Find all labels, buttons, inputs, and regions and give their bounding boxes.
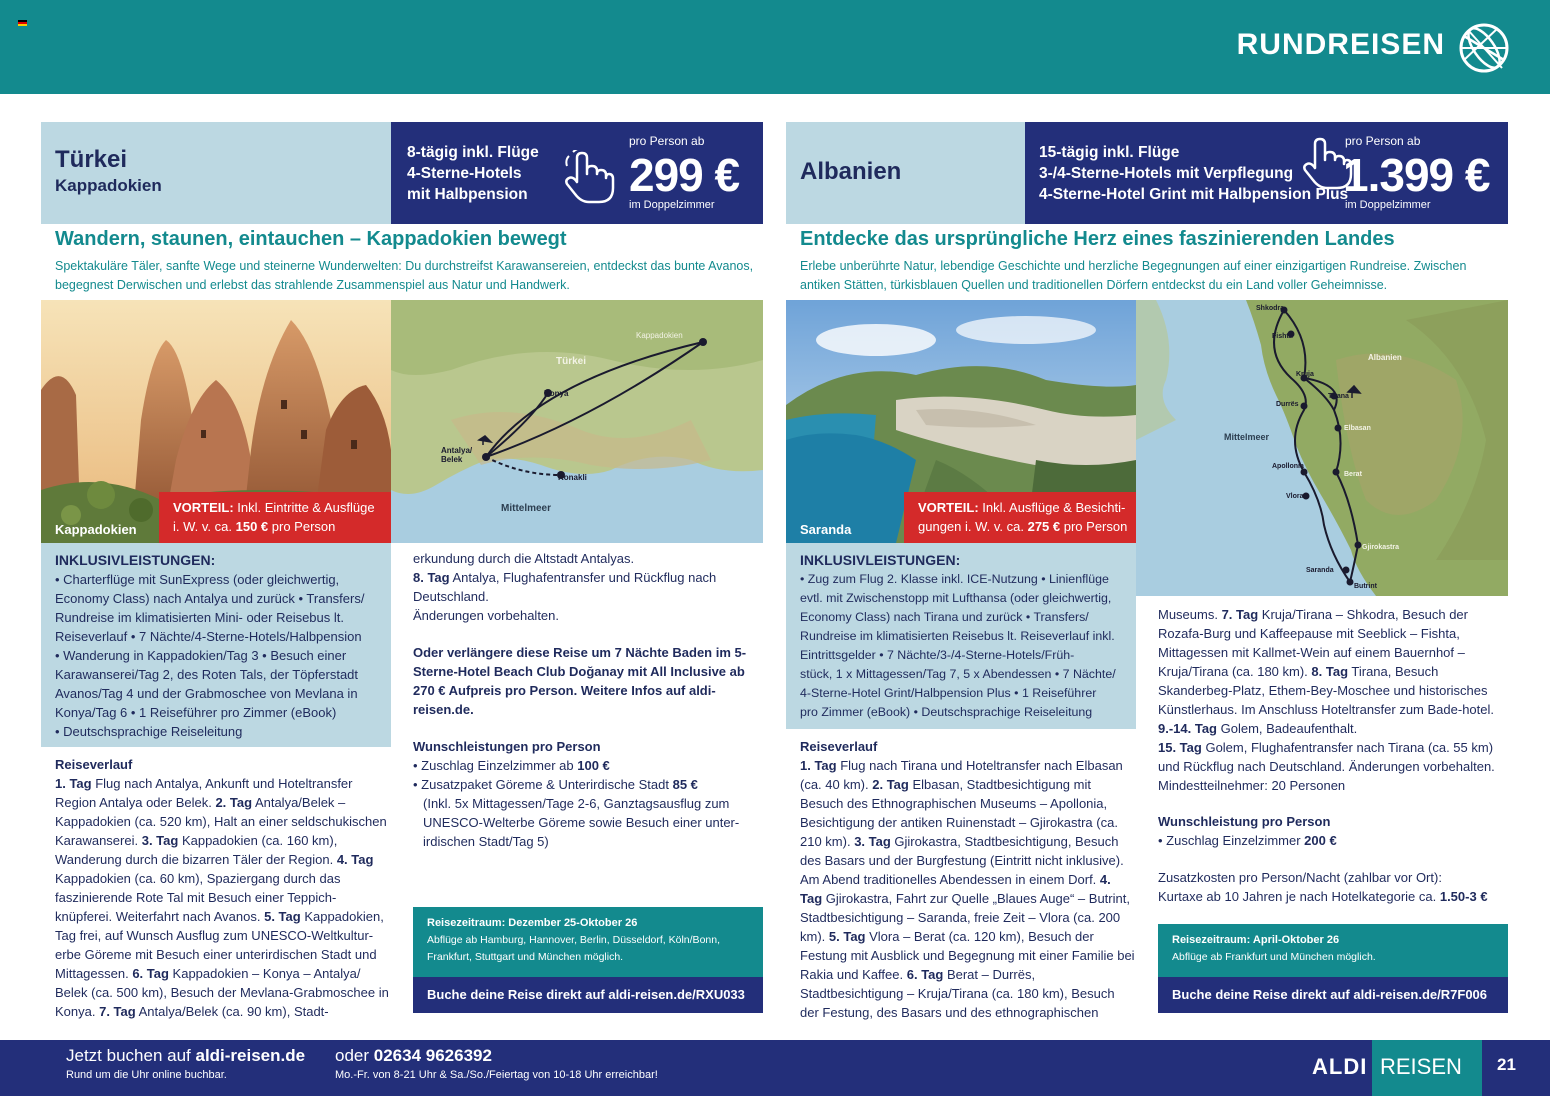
offer-line: 4-Sterne-Hotels [407,165,522,182]
destination-box [786,122,1025,224]
itinerary-text: Tirana, Besuch Skanderbeg-Platz, Ethem-Bey-Moschee und historisches Künstlerhaus. Im Anschluss Hoteltransfer zum Bade-hotel. [1158,664,1494,717]
advantage-amount: 275 € [1027,519,1061,534]
itinerary [55,755,390,1021]
map-label: Elbasan [1344,425,1371,432]
photo-kappadokien [41,300,391,543]
map-label: Albanien [1368,353,1402,362]
itinerary-text: Gjirokastra, Stadtbesichtigung, Besuch des Basars und der Burgfestung (Eintritt nicht inklusive). Am Abend traditionelles Abendessen in einem Dorf. [800,834,1124,887]
photo-caption: Kappadokien [55,522,137,537]
map-label: Vlora [1286,493,1304,500]
travel-period [1158,924,1508,977]
reisen-logo: REISEN [1372,1040,1482,1096]
intro-text: Erlebe unberührte Natur, lebendige Geschichte und herzliche Begegnungen auf einer einzigartigen Rundreise. Zwischen antiken Stätten, türkisblauen Quellen und traditionellen Dörfern entdeckst du ein Land voller Geheimnisse. [800,259,1467,292]
map-label: Kappadokien [636,331,683,340]
price-prefix: pro Person ab [1345,134,1421,148]
offer-line: 4-Sterne-Hotel Grint mit Halbpension Plus [1039,186,1349,203]
optional-services [1158,812,1503,850]
advantage-badge [904,492,1136,543]
extra-costs-title: Zusatzkosten pro Person/Nacht (zahlbar vor Ort): [1158,870,1442,885]
booking-link[interactable]: Buche deine Reise direkt auf aldi-reisen.de/R7F006 [1158,977,1508,1013]
itinerary [800,737,1135,1022]
optional-item: • Zuschlag Einzelzimmer ab [413,758,578,773]
advantage-text: pro Person [268,519,336,534]
included-line: pro Zimmer (eBook) • Deutschsprachige Reiseleitung [800,705,1093,719]
offer-line: mit Halbpension [407,186,528,203]
itinerary-text: Kappadokien – Konya – Antalya/ Belek (ca. 500 km), Besuch der Mevlana-Grabmoschee in Konya. [55,966,389,1019]
itinerary-day: 5. Tag [828,929,866,944]
optional-title: Wunschleistung pro Person [1158,814,1331,829]
itinerary-text: Kruja/Tirana – Shkodra, Besuch der Rozafa-Burg und Kaffeepause mit Seeblick – Fishta, Mittagessen mit Kallmet-Wein auf einem Bauernhof – Kruja/Tirana (ca. 180 km). [1158,607,1468,679]
destination-box [41,122,391,224]
travel-period [413,907,763,977]
map-label: Türkei [556,356,587,367]
itinerary-day: 1. Tag [800,758,837,773]
itinerary-text: Antalya, Flughafentransfer und Rückflug nach Deutschland. [413,570,717,604]
itinerary-day: 8. Tag [413,570,450,585]
travel-period-box [1158,924,1508,1013]
map-label: Antalya/ [441,446,473,455]
map-label: Tirana [1328,393,1349,400]
advantage-text: Inkl. Ausflüge & Besichti- [978,500,1126,515]
booking-link[interactable]: Buche deine Reise direkt auf aldi-reisen.de/RXU033 [413,977,763,1013]
map-label: Kruja [1296,371,1314,378]
route-map-albania [1136,300,1508,596]
offer-line: 3-/4-Sterne-Hotels mit Verpflegung [1039,165,1294,182]
website-link[interactable]: aldi-reisen.de [195,1046,306,1065]
itinerary-text: Antalya/Belek (ca. 90 km), Stadt- [135,1004,329,1019]
extension-offer: Oder verlängere diese Reise um 7 Nächte Baden im 5-Sterne-Hotel Beach Club Doğanay mit All Inclusive ab 270 € Aufpreis pro Person. Weitere Infos auf aldi-reisen.de. [413,645,747,717]
map-label: Berat [1344,471,1362,478]
page-number: 21 [1497,1055,1516,1074]
advantage-label: VORTEIL: [918,500,979,515]
itinerary-text: Flug nach Tirana und Hoteltransfer nach Elbasan (ca. 40 km). [800,758,1123,792]
itinerary-continued [413,549,758,625]
country-name: Albanien [800,158,902,185]
extra-costs [1158,868,1503,906]
itinerary-day: 15. Tag [1158,740,1202,755]
itinerary-text: Berat – Durrës, Stadtbesichtigung – Kruja/Tirana (ca. 180 km), Besuch der Festung, des Basars und des ethnographischen [800,967,1115,1020]
map-label: Apollonia [1272,463,1304,470]
price-suffix: im Doppelzimmer [629,199,715,211]
price-box [1025,122,1508,224]
advantage-badge [159,492,391,543]
travel-period-title: Reisezeitraum: April-Oktober 26 [1172,934,1340,946]
itinerary-title: Reiseverlauf [800,739,878,754]
map-label: Shkodra [1256,305,1285,312]
map-label: Mittelmeer [1224,432,1270,442]
optional-item: • Zuschlag Einzelzimmer [1158,833,1305,848]
map-label: Butrint [1354,583,1377,590]
booking-phone [335,1046,492,1066]
advantage-amount: 150 € [235,519,269,534]
price: 1.399 € [1343,149,1490,201]
itinerary-day: 4. Tag [800,872,1111,906]
included-line: stück, 1 x Mittagessen/Tag 7, 5 x Abendessen • 7 Nächte/ [800,667,1116,681]
phone-number[interactable]: 02634 9626392 [373,1046,492,1065]
included-line: Karawanserei/Tag 2, des Roten Tals, der Töpferstadt [55,667,359,682]
included-line: • Charterflüge mit SunExpress (oder gleichwertig, [55,572,340,587]
offer-details [407,142,539,205]
offer-line: 8-tägig inkl. Flüge [407,144,539,161]
travel-period-text: Abflüge ab Hamburg, Hannover, Berlin, Düsseldorf, Köln/Bonn, Frankfurt, Stuttgart und München möglich. [427,934,721,963]
included-line: Eintrittsgelder • 7 Nächte/3-/4-Sterne-Hotels/Früh- [800,648,1075,662]
itinerary-day: 8. Tag [1311,664,1349,679]
headline: Wandern, staunen, eintauchen – Kappadokien bewegt [55,228,567,250]
globe-icon [1458,22,1510,74]
footer-text: oder [335,1046,374,1065]
advantage-text: Inkl. Eintritte & Ausflüge [233,500,375,515]
itinerary-day: 2. Tag [215,795,253,810]
advantage-text: gungen i. W. v. ca. [918,519,1028,534]
included-services [786,543,1136,729]
travel-period-box [413,907,763,1013]
section-title: RUNDREISEN [1236,28,1445,61]
itinerary-text: Golem, Flughafentransfer nach Tirana (ca. 55 km) und Rückflug nach Deutschland. Änderungen vorbehalten. Mindestteilnehmer: 20 Personen [1158,740,1495,793]
itinerary-text: Flug nach Antalya, Ankunft und Hoteltransfer Region Antalya oder Belek. [55,776,353,810]
advantage-text: pro Person [1060,519,1128,534]
photo-caption: Saranda [800,522,852,537]
price-prefix: pro Person ab [629,134,705,148]
price-box [391,122,763,224]
footer-text: Jetzt buchen auf [66,1046,196,1065]
included-services [41,543,391,747]
itinerary-text: Museums. [1158,607,1222,622]
itinerary-text: Golem, Badeaufenthalt. [1217,721,1358,736]
optional-price: 85 € [672,777,698,792]
map-label: Konya [544,389,569,398]
advantage-label: VORTEIL: [173,500,234,515]
itinerary-day: 6. Tag [132,966,169,981]
headline: Entdecke das ursprüngliche Herz eines faszinierenden Landes [800,228,1395,250]
map-label: Belek [441,455,463,464]
photo-saranda [786,300,1136,543]
aldi-logo: ALDI [1312,1054,1368,1079]
map-image [391,300,763,543]
itinerary-text: Antalya/Belek – Kappadokien (ca. 520 km), Halt an einer seldschukischen Karawanserei. [55,795,387,848]
included-line: • Zug zum Flug 2. Klasse inkl. ICE-Nutzung • Linienflüge [800,572,1109,586]
flag-icon [18,20,27,26]
included-line: Economy Class) nach Antalya und zurück • Transfers/ [55,591,365,606]
offer-line: 15-tägig inkl. Flüge [1039,144,1180,161]
map-label: Mittelmeer [501,503,552,514]
offer-header-albania [786,122,1508,224]
optional-services [413,737,758,851]
footer-subtext: Mo.-Fr. von 8-21 Uhr & Sa./So./Feiertag von 10-18 Uhr erreichbar! [335,1069,658,1081]
route-map-turkey [391,300,763,543]
optional-item: • Zusatzpaket Göreme & Unterirdische Stadt [413,777,673,792]
changes-note: Änderungen vorbehalten. [413,608,560,623]
map-label: Saranda [1306,567,1334,574]
itinerary-text: Gjirokastra, Fahrt zur Quelle „Blaues Auge“ – Butrint, Stadtbesichtigung – Saranda, freie Zeit – Vlora (ca. 200 km). [800,891,1130,944]
itinerary-text: Kappadokien, Tag frei, auf Wunsch Ausflug zum UNESCO-Weltkultur-erbe Göreme mit Besuch einer unterirdischen Stadt und Mittagessen. [55,909,384,981]
included-line: Economy Class) nach Tirana und zurück • Transfers/ [800,610,1089,624]
footer-subtext: Rund um die Uhr online buchbar. [66,1069,227,1081]
extra-costs-text: Kurtaxe ab 10 Jahren je nach Hotelkategorie ca. [1158,889,1440,904]
pointing-hand-icon [563,150,615,206]
map-label: Konakli [558,473,587,482]
booking-online [66,1046,305,1066]
map-label: Fishta [1272,333,1293,340]
itinerary-day: 3. Tag [854,834,891,849]
included-line: Konya/Tag 6 • 1 Reiseführer pro Zimmer (eBook) [55,705,337,720]
itinerary-title: Reiseverlauf [55,757,133,772]
itinerary-day: 7. Tag [99,1004,136,1019]
itinerary-day: 5. Tag [264,909,301,924]
travel-period-title: Reisezeitraum: Dezember 25-Oktober 26 [427,917,638,929]
included-line: • Deutschsprachige Reiseleitung [55,724,243,739]
extra-costs-price: 1.50-3 € [1439,889,1488,904]
itinerary-text: Vlora – Berat (ca. 120 km), Besuch der Festung mit Ausblick und Begegnung mit einer Familie bei Rakia und Kaffee. [800,929,1135,982]
included-line: evtl. mit Zwischenstopp mit Lufthansa (oder gleichwertig, [800,591,1112,605]
optional-price: 200 € [1304,833,1337,848]
intro-text: Spektakuläre Täler, sanfte Wege und steinerne Wunderwelten: Du durchstreifst Karawansereien, entdeckst das bunte Avanos, begegnest Derwischen und erlebst das strahlende Zusammenspiel aus Natur und Handwerk. [55,259,754,292]
itinerary-day: 6. Tag [906,967,944,982]
advantage-text: i. W. v. ca. [173,519,236,534]
map-label: Gjirokastra [1362,544,1399,551]
included-line: Avanos/Tag 4 und der Grabmoschee von Mevlana in [55,686,358,701]
optional-price: 100 € [577,758,610,773]
price: 299 € [629,149,740,201]
region-name: Kappadokien [55,176,162,195]
included-title: INKLUSIVLEISTUNGEN: [800,552,961,568]
included-line: Reiseverlauf • 7 Nächte/4-Sterne-Hotels/Halbpension [55,629,362,644]
top-banner [0,0,1550,94]
map-image [1136,300,1508,596]
price-suffix: im Doppelzimmer [1345,199,1431,211]
included-line: 4-Sterne-Hotel Grint/Halbpension Plus • 1 Reiseführer [800,686,1097,700]
included-line: Rundreise im klimatisierten Reisebus lt. Reiseverlauf inkl. [800,629,1115,643]
map-label: Durrës [1276,401,1299,408]
itinerary-day: 3. Tag [141,833,179,848]
travel-period-text: Abflüge ab Frankfurt und München möglich. [1172,951,1376,963]
itinerary-text: Kappadokien (ca. 160 km), Wanderung durch die bizarren Täler der Region. [55,833,338,867]
footer [0,1040,1550,1096]
itinerary-day: 7. Tag [1221,607,1259,622]
itinerary-day: 4. Tag [336,852,374,867]
itinerary-day: 1. Tag [55,776,92,791]
optional-detail: (Inkl. 5x Mittagessen/Tage 2-6, Ganztagsausflug zum UNESCO-Welterbe Göreme sowie Besuch einer unter-irdischen Stadt/Tag 5) [423,796,740,849]
optional-title: Wunschleistungen pro Person [413,739,601,754]
included-line: • Wanderung in Kappadokien/Tag 3 • Besuch einer [55,648,347,663]
included-line: Rundreise im klimatisierten Mini- oder Reisebus lt. [55,610,344,625]
itinerary-day: 9.-14. Tag [1158,721,1218,736]
itinerary-continued [1158,605,1503,795]
country-name: Türkei [55,146,128,173]
itinerary-text: erkundung durch die Altstadt Antalyas. [413,551,635,566]
itinerary-text: Kappadokien (ca. 60 km), Spaziergang durch das faszinierende Rote Tal mit Besuch einer Teppich-knüpferei. Weiterfahrt nach Avanos. [55,871,341,924]
itinerary-text: Elbasan, Stadtbesichtigung mit Besuch des Ethnographischen Museums – Apollonia, Besichtigung der antiken Ruinenstadt – Gjirokastra (ca. 210 km). [800,777,1118,849]
itinerary-day: 2. Tag [872,777,909,792]
included-title: INKLUSIVLEISTUNGEN: [55,552,216,568]
offer-header-turkey [41,122,763,224]
